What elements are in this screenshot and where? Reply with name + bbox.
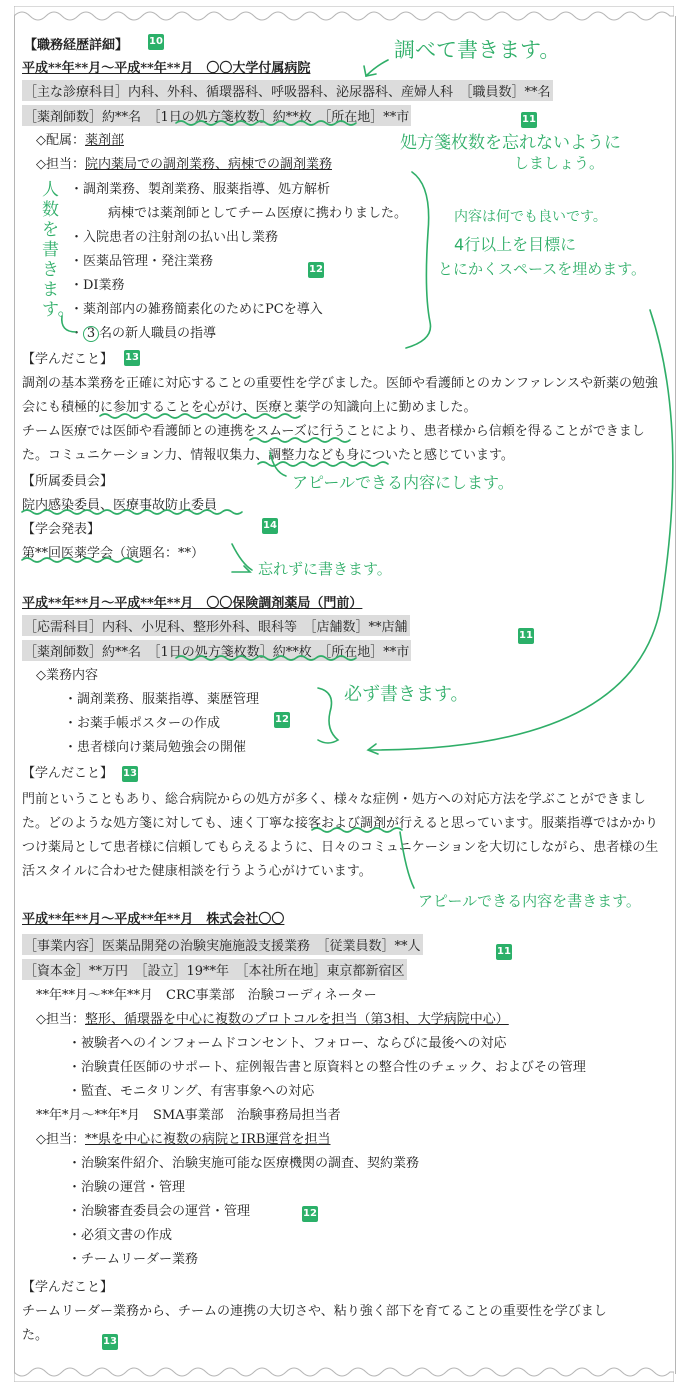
section-heading: 【職務経歴詳細】: [24, 38, 129, 53]
job3-learned-heading: 【学んだこと】: [22, 1280, 114, 1295]
circled-count: 3: [83, 326, 99, 342]
note-must-write: 必ず書きます。: [344, 684, 469, 705]
job3-sub2-item: ・チームリーダー業務: [68, 1252, 199, 1267]
job1-duty-label: ◇担当：: [36, 157, 85, 172]
job1-learned-text: 調剤の基本業務を正確に対応することの重要性を学びました。医師や看護師とのカンファレンスや新薬の勉強会にも積極的に参加することを心がけ、医療と薬学の知識向上に勤めました。: [22, 376, 659, 415]
job2-item: ・お薬手帳ポスターの作成: [64, 716, 221, 731]
job3-period: 平成**年**月～平成**年**月 株式会社〇〇: [22, 912, 285, 927]
job1-info-row1: ［主な診療科目］内科、外科、循環器科、呼吸器科、泌尿器科、産婦人科 ［職員数］**名: [22, 80, 553, 101]
job1-committee-heading: 【所属委員会】: [22, 474, 114, 489]
job3-sub1-item: ・監査、モニタリング、有害事象への対応: [68, 1084, 315, 1099]
job3-sub2-item: ・必須文書の作成: [68, 1228, 173, 1243]
job3-sub2-duty-value: **県を中心に複数の病院とIRB運営を担当: [85, 1132, 331, 1147]
note-dont-forget: 忘れずに書きます。: [258, 560, 392, 578]
torn-edge-top: [14, 6, 674, 24]
badge-11: 11: [518, 628, 534, 644]
note-appeal-write: アピールできる内容を書きます。: [418, 892, 641, 910]
job3-info-row1: ［事業内容］医薬品開発の治験実施施設支援業務 ［従業員数］**人: [22, 934, 423, 955]
badge-14: 14: [262, 518, 278, 534]
job3-sub2-item: ・治験の運営・管理: [68, 1180, 186, 1195]
job1-item: ・医薬品管理・発注業務: [70, 254, 214, 269]
job1-item: ・薬剤部内の雑務簡素化のためにPCを導入: [70, 302, 323, 317]
job2-learned-text: 門前ということもあり、総合病院からの処方が多く、様々な症例・処方への対応方法を学ぶことができました。どのような処方箋に対しても、速く丁寧な接客および調剤が行えると思っています。服薬指導ではかかりつけ薬局として患者様に信頼してもらえるように、日々のコミュニケーションを大切にしながら、患者様の生活スタイルに合わせた健康相談を行うよう心がけています。: [22, 792, 659, 879]
job3-sub1-title: **年**月～**年**月 CRC事業部 治験コーディネーター: [36, 988, 377, 1003]
badge-12: 12: [308, 262, 324, 278]
job1-item-text: 名の新人職員の指導: [99, 326, 217, 341]
job1-info-row2: ［薬剤師数］約**名 ［1日の処方箋枚数］約**枚 ［所在地］**市: [22, 105, 411, 126]
job1-item-training: [70, 322, 216, 342]
note-anything-line2: 4行以上を目標に: [454, 235, 577, 254]
job2-info-row1: ［応需科目］内科、小児科、整形外科、眼科等 ［店舗数］**店舗: [22, 615, 410, 636]
badge-10: 10: [148, 34, 164, 50]
job3-sub1-duty: [36, 1008, 509, 1027]
job1-conf-text: 第**回医薬学会（演題名：**）: [22, 546, 205, 561]
job3-sub2-title: **年*月～**年*月 SMA事業部 治験事務局担当者: [36, 1108, 341, 1123]
badge-12: 12: [274, 712, 290, 728]
job1-item: ・入院患者の注射剤の払い出し業務: [70, 230, 279, 245]
note-anything-line1: 内容は何でも良いです。: [454, 209, 607, 225]
job1-item: 病棟では薬剤師としてチーム医療に携わりました。: [108, 206, 408, 221]
job3-sub2-item: ・治験案件紹介、治験実施可能な医療機関の調査、契約業務: [68, 1156, 420, 1171]
job3-sub1-item: ・治験責任医師のサポート、症例報告書と原資料との整合性のチェック、およびその管理: [68, 1060, 586, 1075]
job3-info-row2: ［資本金］**万円 ［設立］19**年 ［本社所在地］東京都新宿区: [22, 959, 407, 980]
job3-learned-text: チームリーダー業務から、チームの連携の大切さや、粘り強く部下を育てることの重要性を学びました。: [22, 1304, 607, 1343]
job3-sub2-duty-label: ◇担当：: [36, 1132, 85, 1147]
note-anything-line3: とにかくスペースを埋めます。: [438, 260, 647, 278]
badge-13: 13: [122, 766, 138, 782]
job2-duties-label: ◇業務内容: [36, 668, 98, 683]
job3-sub2-item: ・治験審査委員会の運営・管理: [68, 1204, 251, 1219]
job1-assignment-label: ◇配属：: [36, 133, 85, 148]
job1-assignment-value: 薬剤部: [85, 133, 125, 148]
job3-sub1-item: ・被験者へのインフォームドコンセント、フォロー、ならびに最後への対応: [68, 1036, 507, 1051]
job2-learned-heading: 【学んだこと】: [22, 766, 114, 781]
job1-item: ・DI業務: [70, 278, 125, 293]
note-research: 調べて書きます。: [394, 38, 561, 62]
job2-item: ・患者様向け薬局勉強会の開催: [64, 740, 247, 755]
note-headcount: 人数を書きます。: [42, 180, 75, 320]
job2-info-row2: ［薬剤師数］約**名 ［1日の処方箋枚数］約**枚 ［所在地］**市: [22, 640, 411, 661]
badge-13: 13: [102, 1334, 118, 1350]
job1-item-bullet: ・: [70, 326, 84, 341]
badge-13: 13: [124, 350, 140, 366]
job2-period: 平成**年**月～平成**年**月 〇〇保険調剤薬局（門前）: [22, 596, 363, 611]
badge-11: 11: [496, 944, 512, 960]
note-appeal: アピールできる内容にします。: [292, 473, 514, 492]
note-prescriptions-line1: 処方箋枚数を忘れないように: [400, 133, 621, 153]
job2-item: ・調剤業務、服薬指導、薬歴管理: [64, 692, 260, 707]
job1-item: ・調剤業務、製剤業務、服薬指導、処方解析: [70, 182, 331, 197]
badge-12: 12: [302, 1206, 318, 1222]
job1-period: 平成**年**月～平成**年**月 〇〇大学付属病院: [22, 61, 311, 76]
note-prescriptions-line2: しましょう。: [514, 154, 605, 172]
job1-conf-heading: 【学会発表】: [22, 522, 101, 537]
job1-learned-text-2: チーム医療では医師や看護師との連携をスムーズに行うことにより、患者様から信頼を得ることができました。コミュニケーション力、情報収集力、調整力なども身についたと感じています。: [22, 424, 645, 463]
job1-duty-value: 院内薬局での調剤業務、病棟での調剤業務: [85, 157, 333, 172]
job1-learned-heading: 【学んだこと】: [22, 352, 114, 367]
job1-duty: [36, 153, 332, 172]
torn-edge-bottom: [14, 1364, 674, 1382]
job1-committee-text: 院内感染委員、医療事故防止委員: [22, 498, 218, 513]
job1-assignment: [36, 129, 124, 148]
job3-sub1-duty-value: 整形、循環器を中心に複数のプロトコルを担当（第3相、大学病院中心）: [85, 1012, 509, 1027]
badge-11: 11: [521, 112, 537, 128]
job3-sub2-duty: [36, 1128, 330, 1147]
job3-sub1-duty-label: ◇担当：: [36, 1012, 85, 1027]
